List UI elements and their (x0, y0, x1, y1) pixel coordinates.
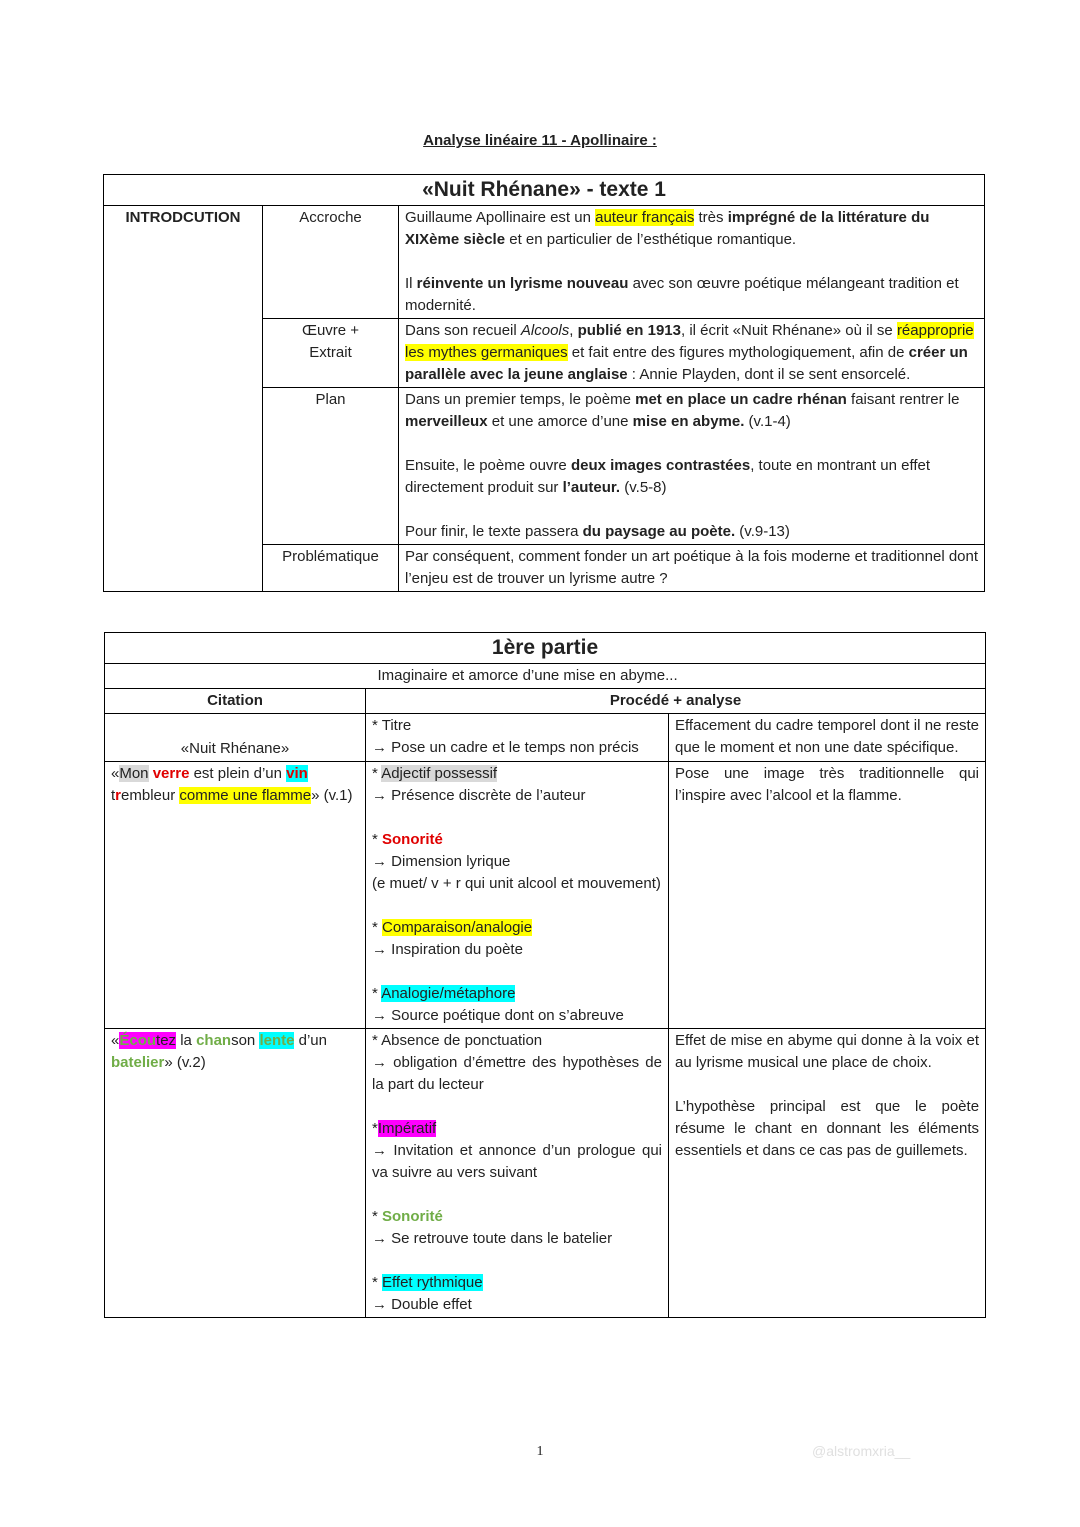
part1-subtitle: Imaginaire et amorce d’une mise en abyme... (366, 664, 986, 689)
analyse-cell: Effacement du cadre temporel dont il ne reste que le moment et non une date spécifique. (669, 714, 986, 762)
citation-cell: «Nuit Rhénane» (105, 714, 366, 762)
procede-cell: * Adjectif possessif → Présence discrète de l’auteur * Sonorité → Dimension lyrique (e muet/ v + r qui unit alcool et mouvement) * Comparaison/analogie → Inspiration du poète * Analogie/métaphore → Source poétique dont on s’abreuve (366, 762, 669, 1029)
highlight-mythes: réapproprie les mythes germaniques (405, 322, 974, 361)
procede-cell: * Titre → Pose un cadre et le temps non précis (366, 714, 669, 762)
accroche-text: Guillaume Apollinaire est un auteur français très imprégné de la littérature du XIXème siècle et en particulier de l’esthétique romantique. Il réinvente un lyrisme nouveau avec son œuvre poétique mélangeant tradition et modernité. (399, 206, 985, 319)
oeuvre-label: Œuvre + Extrait (263, 319, 399, 388)
plan-text: Dans un premier temps, le poème met en place un cadre rhénan faisant rentrer le merveilleux et une amorce d’une mise en abyme. (v.1-4) Ensuite, le poème ouvre deux images contrastées, toute en montrant un effet directement produit sur l’auteur. (v.5-8) Pour finir, le texte passera du paysage au poète. (v.9-13) (399, 388, 985, 545)
accroche-label: Accroche (263, 206, 399, 319)
page-number: 1 (536, 1444, 544, 1459)
analyse-cell: Effet de mise en abyme qui donne à la voix et au lyrisme musical une place de choix. L’hypothèse principal est que le poète résume le chant en donnant les éléments essentiels et dans ce cas pas de guillemets. (669, 1029, 986, 1318)
oeuvre-text: Dans son recueil Alcools, publié en 1913, il écrit «Nuit Rhénane» où il se réapproprie les mythes germaniques et fait entre des figures mythologiquement, afin de créer un parallèle avec la jeune anglaise : Annie Playden, dont il se sent ensorcelé. (399, 319, 985, 388)
citation-cell: «Écoutez la chanson lente d’un batelier» (v.2) (105, 1029, 366, 1318)
plan-label: Plan (263, 388, 399, 545)
procede-cell: * Absence de ponctuation → obligation d’émettre des hypothèses de la part du lecteur *Impératif → Invitation et annonce d’un prologue qui va suivre au vers suivant * Sonorité → Se retrouve toute dans le batelier * Effet rythmique → Double effet (366, 1029, 669, 1318)
part1-title: 1ère partie (105, 633, 986, 664)
watermark: @alstromxria__ (812, 1443, 911, 1459)
col-header-citation: Citation (105, 689, 366, 714)
part1-table (104, 632, 986, 1318)
analyse-cell: Pose une image très traditionnelle qui l’inspire avec l’alcool et la flamme. (669, 762, 986, 1029)
table-row (105, 1029, 986, 1318)
page-title: Analyse linéaire 11 - Apollinaire : (423, 132, 657, 149)
table-row (105, 762, 986, 1029)
col-header-procede: Procédé + analyse (366, 689, 986, 714)
intro-table (103, 174, 985, 592)
highlight-auteur: auteur français (595, 209, 695, 226)
problematique-text: Par conséquent, comment fonder un art poétique à la fois moderne et traditionnel dont l’enjeu est de trouver un lyrisme autre ? (399, 545, 985, 592)
problematique-label: Problématique (263, 545, 399, 592)
intro-section-label: INTRODCUTION (104, 206, 263, 592)
intro-title: «Nuit Rhénane» - texte 1 (104, 175, 985, 206)
citation-cell: «Mon verre est plein d’un vin trembleur comme une flamme» (v.1) (105, 762, 366, 1029)
table-row (105, 714, 986, 762)
